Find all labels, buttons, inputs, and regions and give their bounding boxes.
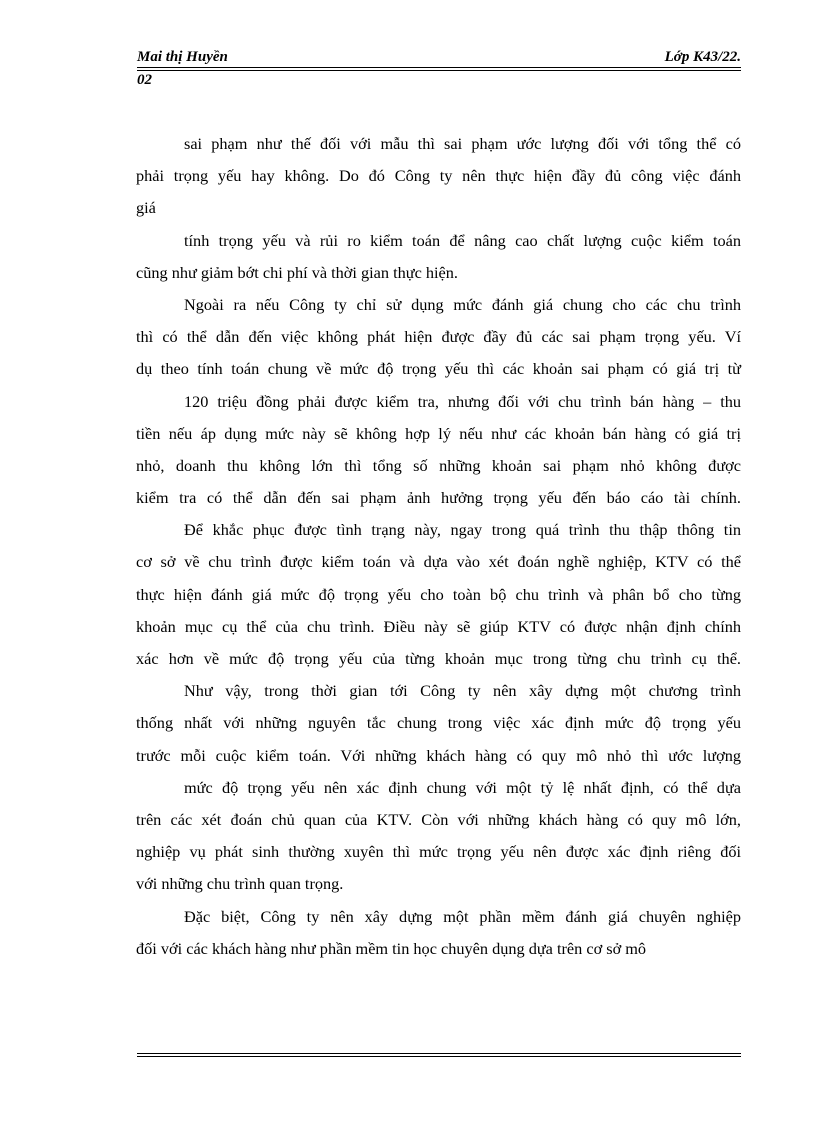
header-class: Lớp K43/22. bbox=[664, 49, 741, 65]
page-header bbox=[137, 49, 741, 89]
text-line: cũng như giảm bớt chi phí và thời gian thực hiện. bbox=[136, 262, 458, 282]
text-line: khoản mục cụ thể của chu trình. Điều này sẽ giúp KTV có được nhận định chính bbox=[136, 616, 741, 636]
header-rule bbox=[137, 67, 741, 68]
text-line: trên các xét đoán chủ quan của KTV. Còn với những khách hàng có quy mô lớn, bbox=[136, 809, 741, 829]
text-line: với những chu trình quan trọng. bbox=[136, 874, 344, 894]
text-line: thống nhất với những nguyên tắc chung trong việc xác định mức độ trọng yếu bbox=[136, 713, 741, 733]
text-line: thực hiện đánh giá mức độ trọng yếu cho toàn bộ chu trình và phân bổ cho từng bbox=[136, 584, 741, 604]
text-line: phải trọng yếu hay không. Do đó Công ty nên thực hiện đầy đủ công việc đánh bbox=[136, 166, 741, 186]
text-line: cơ sở về chu trình được kiểm toán và dựa vào xét đoán nghề nghiệp, KTV có thể bbox=[136, 552, 741, 572]
footer-rule bbox=[137, 1053, 741, 1054]
text-line: đối với các khách hàng như phần mềm tin học chuyên dụng dựa trên cơ sở mô bbox=[136, 938, 647, 958]
text-line: nhỏ, doanh thu không lớn thì tổng số những khoản sai phạm nhỏ không được bbox=[136, 455, 741, 475]
header-author-continued: 02 bbox=[137, 72, 152, 88]
text-line: Đặc biệt, Công ty nên xây dựng một phần mềm đánh giá chuyên nghiệp bbox=[184, 906, 741, 926]
text-line: Để khắc phục được tình trạng này, ngay trong quá trình thu thập thông tin bbox=[184, 520, 741, 540]
text-line: kiểm tra có thể dẫn đến sai phạm ảnh hưởng trọng yếu đến báo cáo tài chính. bbox=[136, 488, 741, 508]
text-line: Ngoài ra nếu Công ty chỉ sử dụng mức đánh giá chung cho các chu trình bbox=[184, 294, 741, 314]
text-line: sai phạm như thế đối với mẫu thì sai phạm ước lượng đối với tổng thể có bbox=[184, 134, 741, 153]
text-line: nghiệp vụ phát sinh thường xuyên thì mức trọng yếu nên được xác định riêng đối bbox=[136, 842, 741, 862]
text-line: dụ theo tính toán chung về mức độ trọng yếu thì các khoản sai phạm có giá trị từ bbox=[136, 359, 741, 379]
body-text bbox=[136, 128, 741, 965]
text-line: tiền nếu áp dụng mức này sẽ không hợp lý nếu như các khoản bán hàng có giá trị bbox=[136, 423, 741, 443]
header-rule bbox=[137, 70, 741, 71]
text-line: giá bbox=[136, 198, 156, 218]
text-line: trước mỗi cuộc kiểm toán. Với những khách hàng có quy mô nhỏ thì ước lượng bbox=[136, 745, 741, 765]
text-line: thì có thể dẫn đến việc không phát hiện được đầy đủ các sai phạm trọng yếu. Ví bbox=[136, 327, 741, 347]
text-line: 120 triệu đồng phải được kiểm tra, nhưng đối với chu trình bán hàng – thu bbox=[184, 391, 741, 411]
text-line: tính trọng yếu và rủi ro kiểm toán để nâng cao chất lượng cuộc kiểm toán bbox=[184, 230, 741, 250]
header-author: Mai thị Huyền bbox=[137, 49, 228, 65]
text-line: xác hơn về mức độ trọng yếu của từng khoản mục trong từng chu trình cụ thể. bbox=[136, 649, 741, 668]
text-line: Như vậy, trong thời gian tới Công ty nên xây dựng một chương trình bbox=[184, 681, 741, 701]
text-line: mức độ trọng yếu nên xác định chung với một tỷ lệ nhất định, có thể dựa bbox=[184, 777, 741, 797]
footer-rule bbox=[137, 1056, 741, 1057]
